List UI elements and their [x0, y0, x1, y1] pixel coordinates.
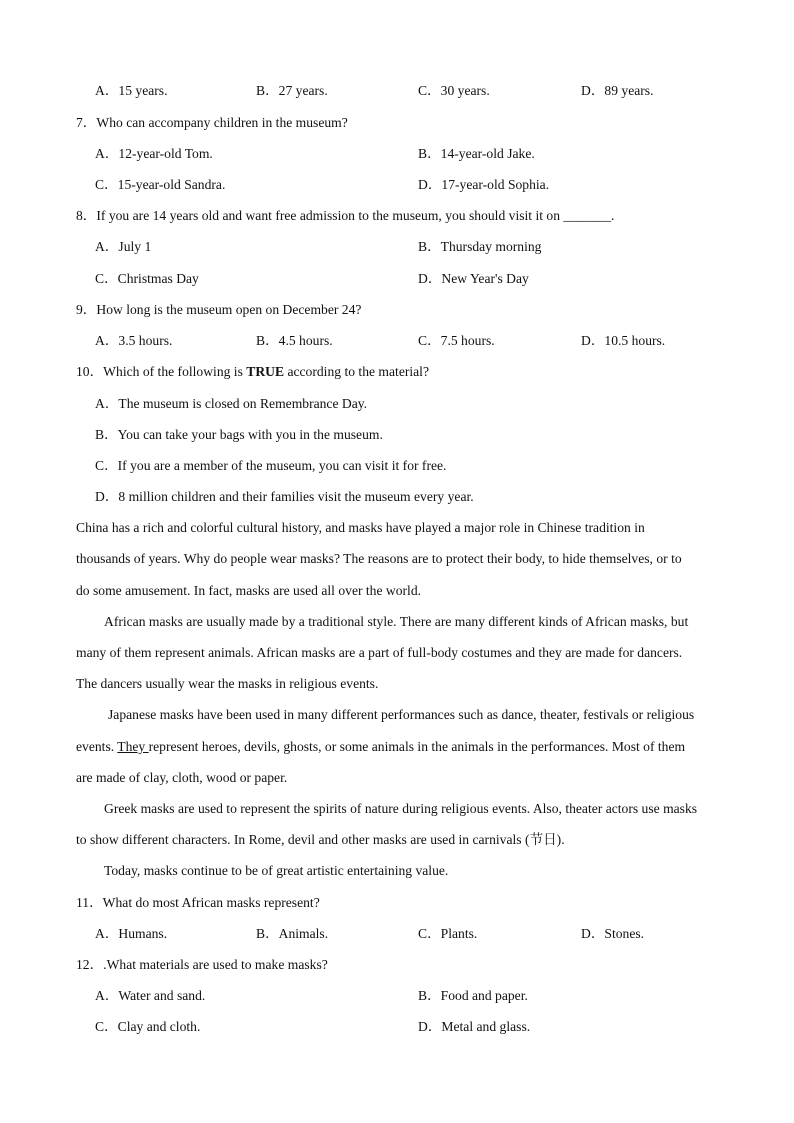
q8-option-c[interactable]: C．Christmas Day [95, 271, 199, 286]
q9-option-c[interactable]: C．7.5 hours. [418, 333, 495, 348]
q12-option-c[interactable]: C．Clay and cloth. [95, 1019, 201, 1034]
passage-p4-line-2: to show different characters. In Rome, devil and other masks are used in carnivals (节日). [76, 832, 565, 847]
q7-option-d[interactable]: D．17-year-old Sophia. [418, 177, 550, 192]
question-8-blank: _______. [563, 208, 615, 223]
question-9-stem: 9．How long is the museum open on December 24? [76, 302, 362, 317]
question-7-stem: 7．Who can accompany children in the museum? [76, 115, 348, 130]
passage-p1-line-3: do some amusement. In fact, masks are used all over the world. [76, 583, 422, 598]
question-10-emphasis: TRUE [246, 364, 285, 379]
question-12-stem: 12．.What materials are used to make masks? [76, 957, 328, 972]
q11-option-c[interactable]: C．Plants. [418, 926, 478, 941]
question-10-text-post: according to the material? [284, 364, 429, 379]
question-8-text: 8．If you are 14 years old and want free admission to the museum, you should visit it on [76, 208, 564, 223]
q6-option-d[interactable]: D．89 years. [581, 83, 654, 98]
question-11-stem: 11．What do most African masks represent? [76, 895, 320, 910]
q12-option-d[interactable]: D．Metal and glass. [418, 1019, 531, 1034]
question-10-stem [76, 363, 429, 381]
passage-p3-text-post: represent heroes, devils, ghosts, or some animals in the animals in the performances. Most of them [148, 739, 686, 754]
q12-option-b[interactable]: B．Food and paper. [418, 988, 528, 1003]
passage-p2-line-1: African masks are usually made by a traditional style. There are many different kinds of African masks, but [104, 614, 689, 629]
q11-option-d[interactable]: D．Stones. [581, 926, 645, 941]
passage-p3-line-2 [76, 738, 756, 756]
q12-option-a[interactable]: A．Water and sand. [95, 988, 206, 1003]
passage-p3-line-1: Japanese masks have been used in many different performances such as dance, theater, festivals or religious [108, 707, 695, 722]
q7-option-b[interactable]: B．14-year-old Jake. [418, 146, 535, 161]
q6-option-b[interactable]: B．27 years. [256, 83, 328, 98]
q9-option-b[interactable]: B．4.5 hours. [256, 333, 333, 348]
passage-underlined-word: They [117, 739, 149, 754]
passage-p4-line-1: Greek masks are used to represent the spirits of nature during religious events. Also, theater actors use masks [104, 801, 698, 816]
passage-p2-line-2: many of them represent animals. African masks are a part of full-body costumes and they are made for dancers. [76, 645, 683, 660]
passage-p5-line-1: Today, masks continue to be of great artistic entertaining value. [104, 863, 449, 878]
passage-p2-line-3: The dancers usually wear the masks in religious events. [76, 676, 379, 691]
q7-option-a[interactable]: A．12-year-old Tom. [95, 146, 213, 161]
q8-option-a[interactable]: A．July 1 [95, 239, 152, 254]
q9-option-d[interactable]: D．10.5 hours. [581, 333, 666, 348]
q8-option-d[interactable]: D．New Year's Day [418, 271, 529, 286]
q7-option-c[interactable]: C．15-year-old Sandra. [95, 177, 226, 192]
q6-option-c[interactable]: C．30 years. [418, 83, 490, 98]
q9-option-a[interactable]: A．3.5 hours. [95, 333, 173, 348]
passage-p3-text-pre: events. [76, 739, 118, 754]
q10-option-a[interactable]: A．The museum is closed on Remembrance Day. [95, 396, 368, 411]
question-10-text-pre: 10．Which of the following is [76, 364, 247, 379]
passage-p1-line-1: China has a rich and colorful cultural history, and masks have played a major role in Chinese tradition in [76, 520, 645, 535]
q11-option-a[interactable]: A．Humans. [95, 926, 168, 941]
q10-option-b[interactable]: B．You can take your bags with you in the museum. [95, 427, 383, 442]
question-8-stem [76, 207, 614, 225]
q10-option-c[interactable]: C．If you are a member of the museum, you can visit it for free. [95, 458, 447, 473]
q10-option-d[interactable]: D．8 million children and their families visit the museum every year. [95, 489, 474, 504]
q6-option-a[interactable]: A．15 years. [95, 83, 168, 98]
q8-option-b[interactable]: B．Thursday morning [418, 239, 542, 254]
passage-p1-line-2: thousands of years. Why do people wear masks? The reasons are to protect their body, to hide themselves, or to [76, 551, 682, 566]
passage-p3-line-3: are made of clay, cloth, wood or paper. [76, 770, 288, 785]
q11-option-b[interactable]: B．Animals. [256, 926, 329, 941]
